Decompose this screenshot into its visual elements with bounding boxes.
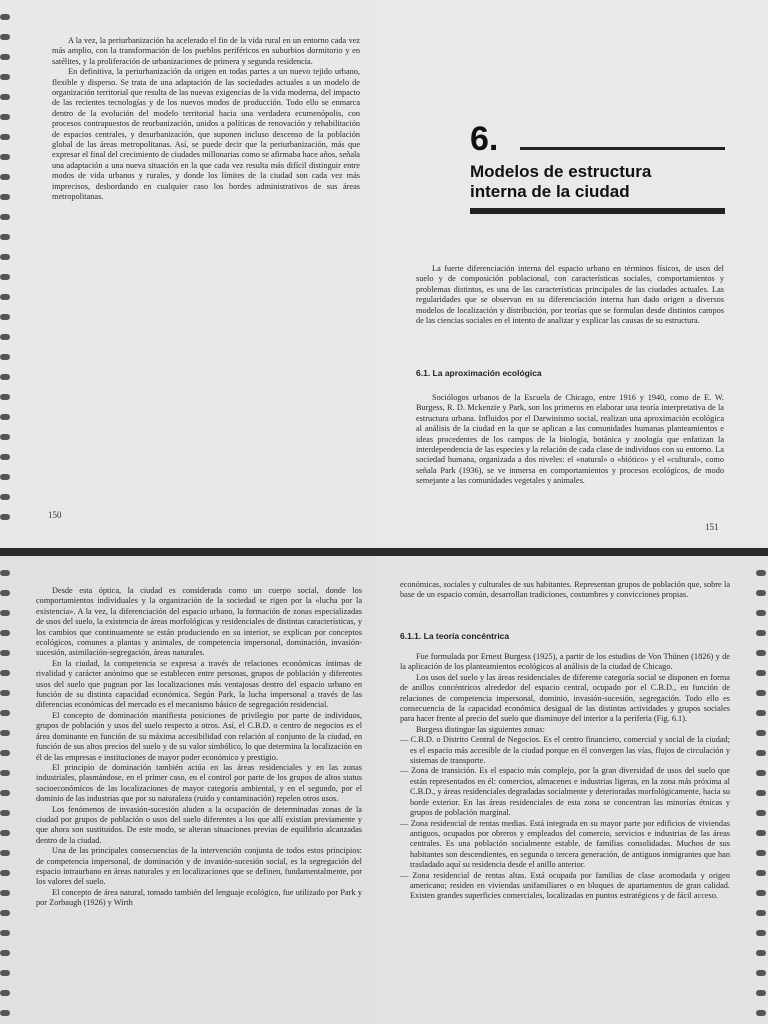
page-153-text: [400, 652, 730, 902]
chapter-title: [470, 162, 700, 202]
page-152-text: [36, 586, 362, 909]
list-item: — C.B.D. o Distrito Central de Negocios. Es el centro financiero, comercial y social de la ciudad; es el espacio más accesible de la ciudad porque en él convergen las vías, flujos de circulación y sistemas de transporte.: [400, 735, 730, 766]
zone-list: [400, 735, 730, 902]
paragraph: En definitiva, la periurbanización da origen en todas partes a un nuevo tejido urbano, flexible y disperso. Se trata de una adaptación de las sociedades actuales a un modelo de organización territorial que resulta de las nuevas exigencias de la vida moderna, del impacto de las recientes tecnologías y de los nuevos modos de producción. Todo ello se enmarca dentro de la evolución del modelo territorial hacia una verdadera ecumenópolis, con procesos contrapuestos de reurbanización, unidos a políticas de renovación y rehabilitación de espacios centrales, y desurbanización, que suponen incluso descenso de la población global de las áreas metropolitanas. Así, se puede decir que la periurbanización, más que expresar el final del crecimiento de ciudades millonarias como se afirmaba hace años, señala una adaptación a una nueva situación en la que cada vez resulta más difícil distinguir entre modos de vida urbanos y rurales, y donde los límites de la ciudad son cada vez más imprecisos, desbordando en cualquier caso los bordes administrativos de sus áreas metropolitanas.: [52, 67, 360, 202]
page-153: [376, 556, 768, 1024]
page-150: [0, 0, 381, 548]
list-item: — Zona residencial de rentas medias. Está integrada en su mayor parte por edificios de viviendas antiguos, ocupados por obreros y empleados del comercio, servicios e industrias de las áreas centrales. Es una población socialmente estable, de familias consolidadas. Muchos de sus habitantes son descendientes, en segunda o tercera generación, de antiguos inmigrantes que han trasladado aquí su residencia desde el anillo anterior.: [400, 818, 730, 870]
paragraph: Sociólogos urbanos de la Escuela de Chicago, entre 1916 y 1940, como de E. W. Burgess, R. D. Mckenzie y Park, son los primeros en elaborar una teoría interpretativa de la estructura urbana. Influidos por el Darwinismo social, realizan una aproximación ecológica al análisis de la ciudad en la que se aplican a las comunidades humanas planteamientos e ideas procedentes de los campos de la biología, botánica y zoología que enfatizan la interdependencia de las especies y la relación de cada clase de individuos con su entorno. La sociedad humana, organizada a dos niveles: el «natural» o «biótico» y el «cultural», como señala Park (1936), se ve inmersa en comportamientos y procesos ecológicos, de modo semejante a las comunidades vegetales y animales.: [416, 393, 724, 486]
list-item: — Zona residencial de rentas altas. Está ocupada por familias de clase acomodada y origen americano; residen en viviendas unifamiliares o en bloques de apartamentos de gran calidad. Existen grandes superficies comerciales, localizadas en puntos estratégicos y de fácil acceso.: [400, 870, 730, 901]
page-153-top-text: [400, 580, 730, 601]
paragraph: El principio de dominación también actúa en las áreas residenciales y en las zonas industriales, plasmándose, en el primer caso, en el control por parte de los grupos de altos status socioeconómicos de las localizaciones de mayor categoría ambiental, y en el segundo, por el dominio de las industrias que por su naturaleza (ruido y contaminación) repelen otros usos.: [36, 762, 362, 804]
spiral-binding: [0, 0, 12, 548]
paragraph: económicas, sociales y culturales de sus habitantes. Representan grupos de población que, sobre la base de un espacio común, desarrollan tradiciones, costumbres y convicciones propias.: [400, 580, 730, 600]
page-150-text: [52, 36, 360, 203]
chapter-title-line: Modelos de estructura: [470, 162, 652, 181]
paragraph: El concepto de dominación manifiesta posiciones de privilegio por parte de individuos, grupos de población y usos del suelo respecto a otros. Así, el C.B.D. o centro de negocios es el área dominante en función de su máxima accesibilidad con relación al conjunto de la ciudad, en función de sus altos precios del suelo y de su valor simbólico, lo que determina la localización en él de las empresas e instituciones de mayor poder económico y prestigio.: [36, 710, 362, 762]
page-152: [0, 556, 376, 1024]
paragraph: Una de las principales consecuencias de la intervención conjunta de todos estos principios: de competencia impersonal, de dominación y de invasión-sucesión social, es la segregación del espacio intraurbano en áreas naturales y en localizaciones que se definen, fundamentalmente, por los valores del suelo.: [36, 846, 362, 887]
section-text: [416, 393, 724, 487]
paragraph: Los fenómenos de invasión-sucesión aluden a la ocupación de determinadas zonas de la ciudad por grupos de población o usos del suelo diferentes a los que allí existían previamente y que ahora son sustituidos. De este modo, se alteran situaciones previas de equilibrio alcanzadas dentro de la ciudad.: [36, 804, 362, 845]
spiral-binding: [0, 556, 12, 1024]
chapter-number: 6.: [470, 120, 499, 158]
paragraph: Desde esta óptica, la ciudad es considerada como un cuerpo social, donde los comportamientos individuales y la organización de la sociedad se rigen por la «lucha por la existencia». A la vez, la diferenciación del espacio urbano, la formación de zonas especializadas de usos del suelo, la existencia de áreas morfológicas y residenciales de distintas características, y los cambios que continuamente se están produciendo en su interior, se explican por conceptos ecológicos, comunes a plantas y animales, de competencia impersonal, dominación, invasión-sucesión, asimilación-segregación, áreas naturales.: [36, 586, 362, 658]
chapter-rule-top: [520, 147, 725, 150]
paragraph: En la ciudad, la competencia se expresa a través de relaciones económicas íntimas de rivalidad y carácter anónimo que se establecen entre personas, grupos de población y diferentes usos del suelo que pugnan por las localizaciones más ventajosas dentro del espacio urbano en función de su distinta capacidad económica. Según Park, la lucha impersonal a través de las diferencias económicas del mercado es el mecanismo básico de segregación residencial.: [36, 658, 362, 710]
paragraph: A la vez, la periurbanización ha acelerado el fin de la vida rural en un entorno cada vez más amplio, con la transformación de los pueblos periféricos en suburbios dormitorio y en satélites, y la proliferación de urbanizaciones de primera y segunda residencia.: [52, 36, 360, 66]
section-heading: 6.1.1. La teoría concéntrica: [400, 631, 510, 641]
chapter-title-line: interna de la ciudad: [470, 182, 630, 201]
page-number: 151: [705, 522, 719, 532]
chapter-rule-bottom: [470, 208, 725, 214]
page-number: 150: [48, 510, 62, 520]
paragraph: Fue formulada por Ernest Burgess (1925), a partir de los estudios de Von Thünen (1826) y de la aplicación de los planteamientos ecológicos al análisis de la ciudad de Chicago.: [400, 652, 730, 672]
spiral-binding: [756, 556, 768, 1024]
list-item: — Zona de transición. Es el espacio más complejo, por la gran diversidad de usos del suelo que están representados en él: comercios, almacenes e industrias ligeras, en la zona más próxima al C.B.D., y áreas residenciales degradadas socialmente y deterioradas morfológicamente, hacia su borde exterior. En las áreas residenciales de esta zona se concentran las minorías étnicas y grupos de población marginal.: [400, 766, 730, 818]
paragraph: Los usos del suelo y las áreas residenciales de diferente categoría social se disponen en forma de anillos concéntricos alrededor del espacio central, ocupado por el C.B.D., en función de relaciones de competencia impersonal, dominio, invasión-sucesión, segregación. Todo ello es consecuencia de la capacidad económica desigual de las distintas actividades y grupos sociales para hacer frente al precio del suelo que disminuye del interior a la periferia (Fig. 6.1).: [400, 672, 730, 724]
section-heading: 6.1. La aproximación ecológica: [416, 368, 542, 378]
paragraph: La fuerte diferenciación interna del espacio urbano en términos físicos, de usos del suelo y de composición poblacional, con características sociales, comportamientos y problemas distintos, es una de las características principales de las ciudades actuales. Las regularidades que se observan en su diferenciación interna han dado origen a diversos modelos de localización y distribución, por teorías que se formulan desde distintos campos de las ciencias sociales en el intento de analizar y explicar las causas de su estructura.: [416, 264, 724, 326]
paragraph: El concepto de área natural, tomado también del lenguaje ecológico, fue utilizado por Park y por Zorbaugh (1926) y Wirth: [36, 887, 362, 908]
chapter-intro: [416, 264, 724, 326]
paragraph: Burgess distingue las siguientes zonas:: [416, 724, 545, 734]
